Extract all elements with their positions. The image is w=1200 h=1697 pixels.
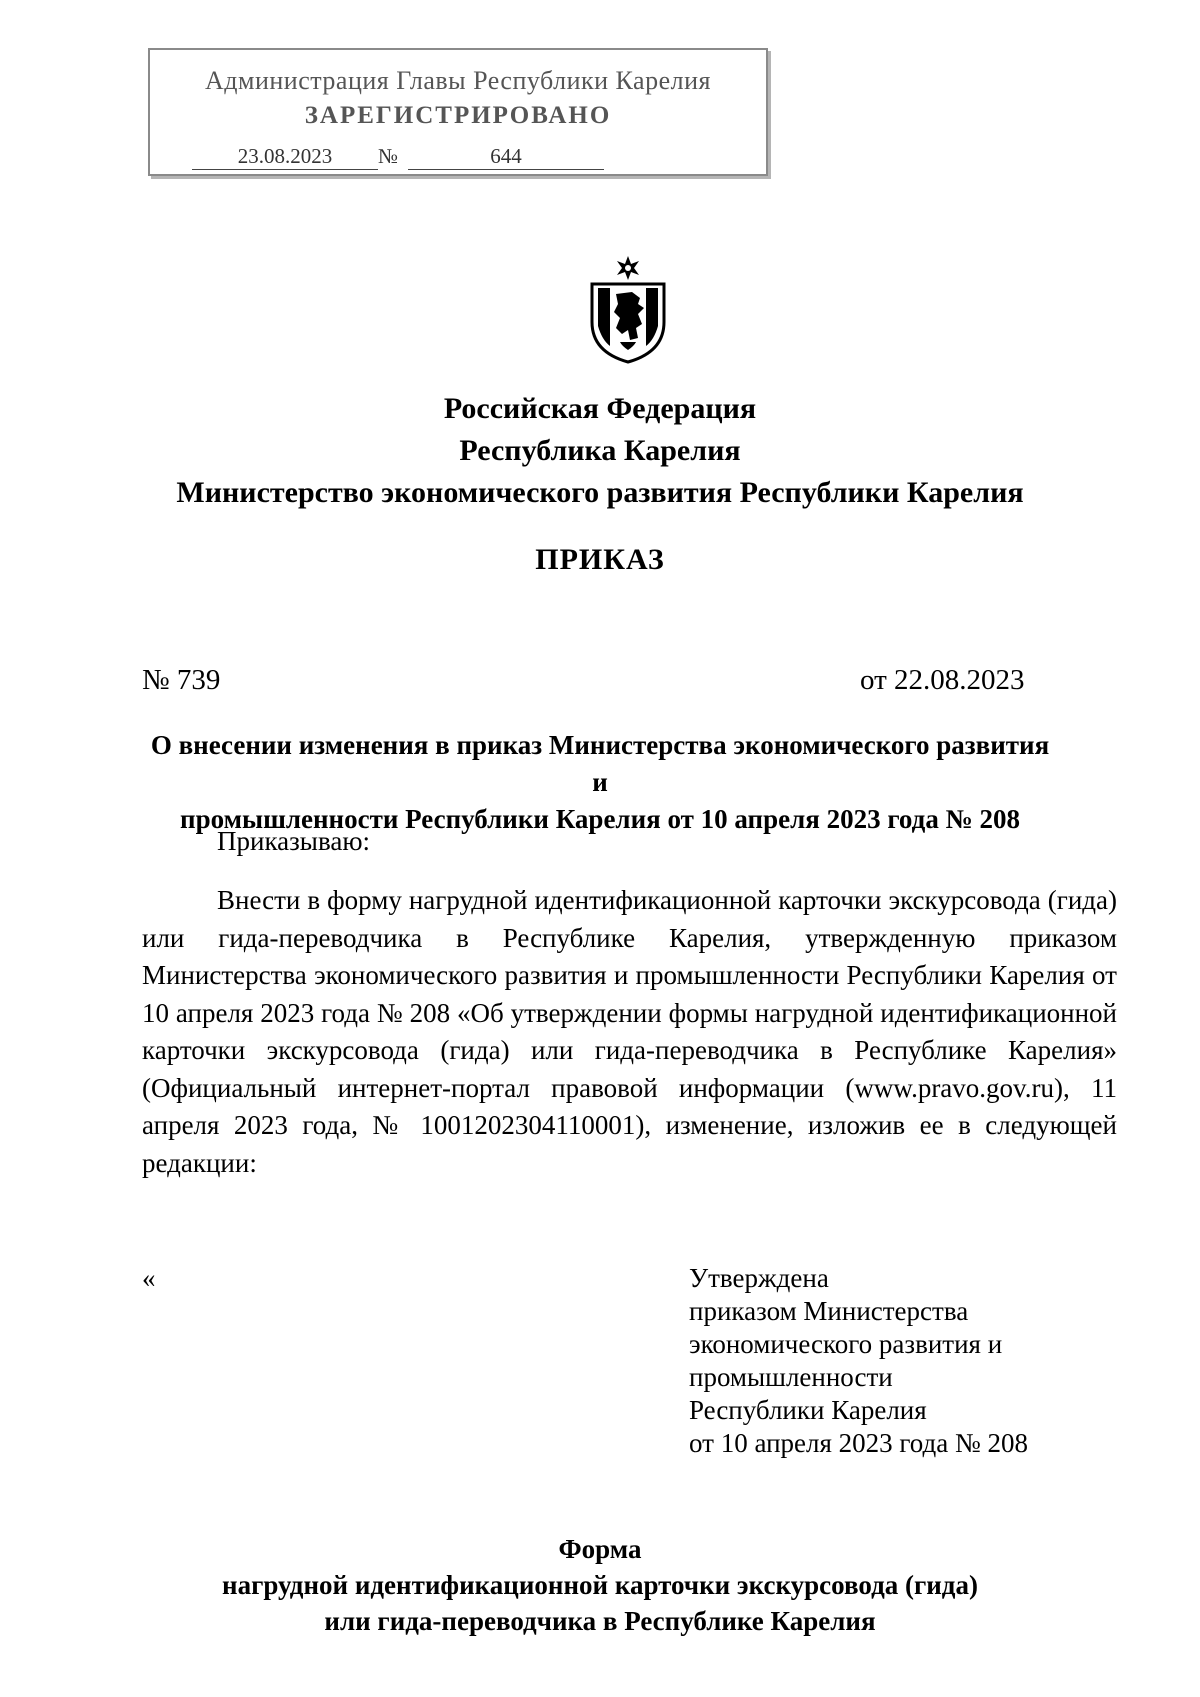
approval-line: Республики Карелия <box>689 1395 927 1425</box>
order-number: № 739 <box>142 664 221 696</box>
karelia-coat-of-arms-icon <box>582 254 674 366</box>
approval-line: Утверждена <box>689 1263 829 1293</box>
quote-open-mark: « <box>142 1263 156 1293</box>
approval-block <box>689 1262 1028 1460</box>
subject-line: промышленности Республики Карелия от 10 апреля 2023 года № 208 <box>180 804 1020 834</box>
approval-line: экономического развития и <box>689 1329 1003 1359</box>
approval-line: от 10 апреля 2023 года № 208 <box>689 1428 1029 1458</box>
approval-line: приказом Министерства <box>689 1296 969 1326</box>
order-directive: Приказываю: <box>217 826 370 856</box>
header-ministry: Министерство экономического развития Республики Карелия <box>176 476 1024 509</box>
order-subject <box>0 727 1200 838</box>
stamp-registered-label: ЗАРЕГИСТРИРОВАНО <box>304 102 612 129</box>
stamp-number: 644 <box>408 144 604 170</box>
stamp-date: 23.08.2023 <box>192 144 378 170</box>
stamp-registration-line <box>192 144 604 170</box>
body-paragraph: Внести в форму нагрудной идентификационной карточки экскурсовода (гида) или гида-переводчика в Республике Карелия, утвержденную приказом Министерства экономического развития и промышленности Республики Карелия от 10 апреля 2023 года № 208 «Об утверждении формы нагрудной идентификационной карточки экскурсовода (гида) или гида-переводчика в Республике Карелия» (Официальный интернет-портал правовой информации (www.pravo.gov.ru), 11 апреля 2023 года, № 1001202304110001), изменение, изложив ее в следующей редакции: <box>142 885 1117 1178</box>
subject-line: О внесении изменения в приказ Министерства экономического развития и <box>150 730 1050 797</box>
document-type: ПРИКАЗ <box>535 543 665 576</box>
form-title <box>0 1531 1200 1639</box>
registration-stamp <box>148 48 768 176</box>
header-republic: Республика Карелия <box>459 434 741 467</box>
form-title-line: или гида-переводчика в Республике Карелия <box>324 1606 876 1636</box>
order-date: от 22.08.2023 <box>860 664 1025 696</box>
stamp-number-label: № <box>378 144 399 168</box>
approval-line: промышленности <box>689 1362 893 1392</box>
stamp-authority: Администрация Главы Республики Карелия <box>205 66 711 95</box>
form-title-line: нагрудной идентификационной карточки экскурсовода (гида) <box>222 1570 978 1600</box>
form-title-line: Форма <box>558 1534 642 1564</box>
header-federation: Российская Федерация <box>443 392 757 425</box>
